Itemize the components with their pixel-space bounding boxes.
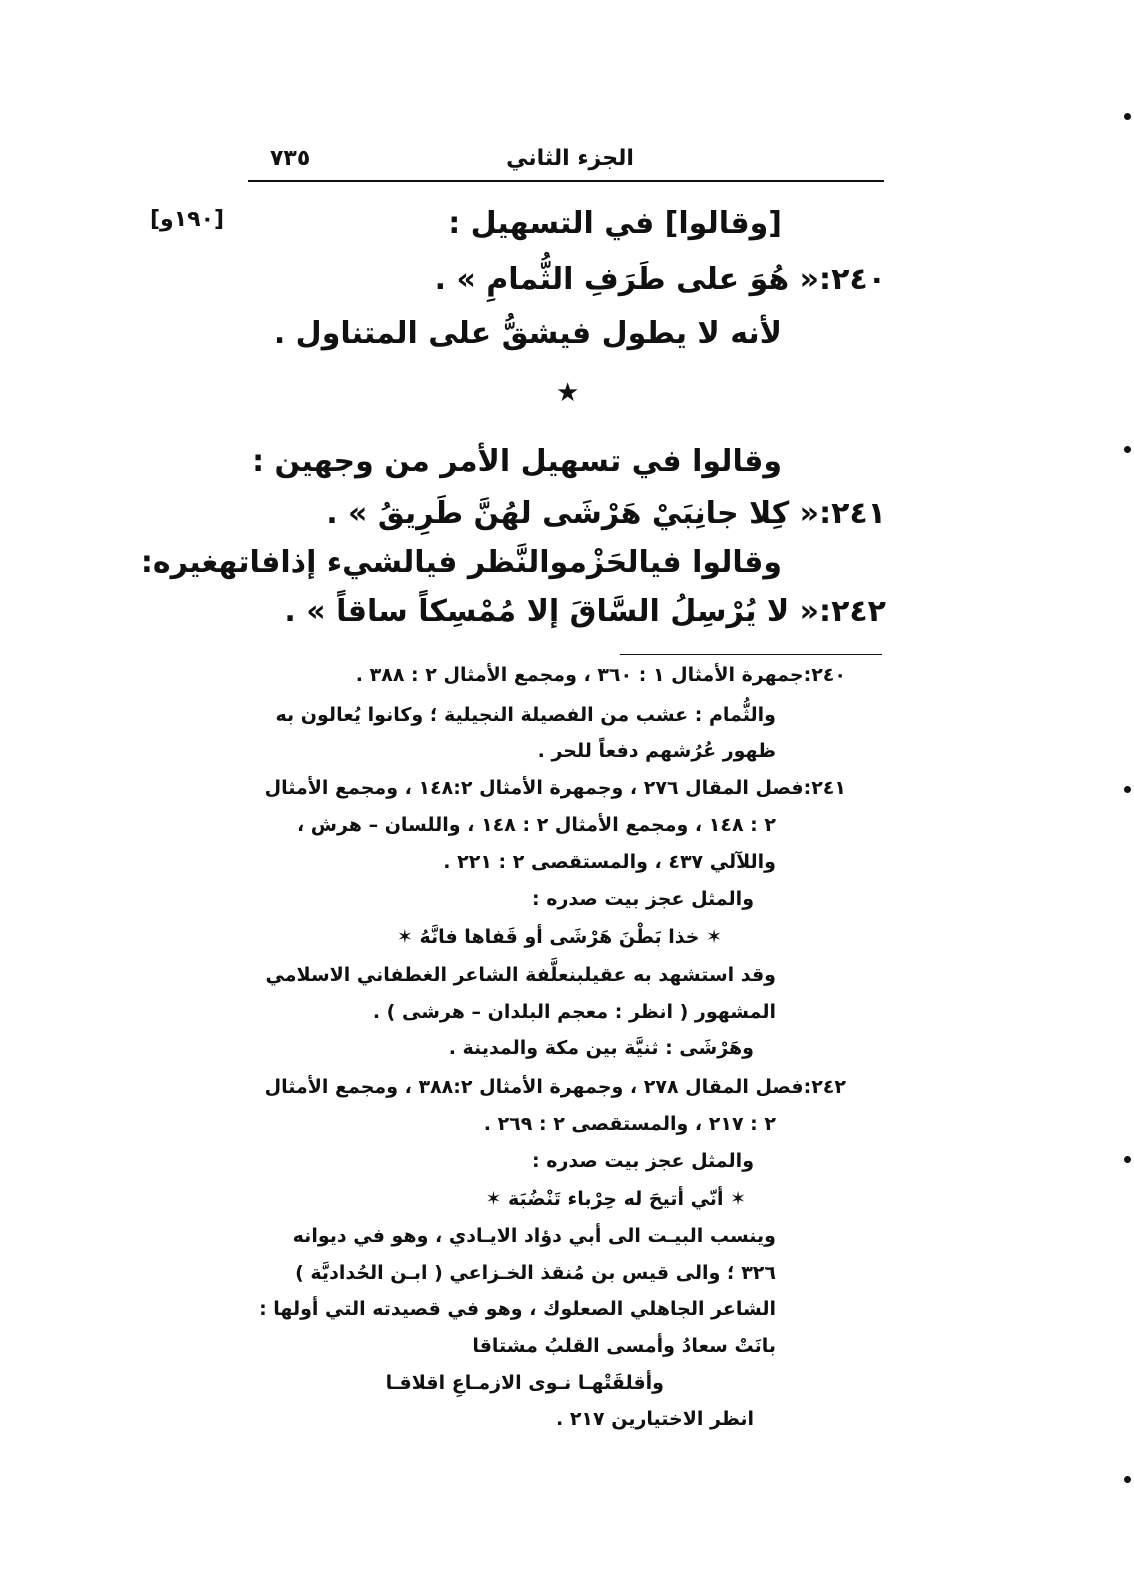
footnote-line: المشهور ( انظر : معجم البلدان – هرشى ) . — [372, 1001, 776, 1023]
main-line-4: وقالوا في تسهيل الأمر من وجهين : — [252, 444, 782, 479]
scan-speck — [1124, 786, 1131, 793]
footnote-line: ٢٤٠:جمهرة الأمثال ١ : ٣٦٠ ، ومجمع الأمثال ٢ : ٣٨٨ . — [355, 664, 846, 686]
footnote-verse: ✶ أنّي أتيحَ له حِرْباء تَنْضُبَة ✶ — [485, 1188, 746, 1210]
footnote-line: ظهور عُرُشهم دفعاً للحر . — [537, 740, 776, 762]
scan-speck — [1124, 1476, 1131, 1483]
proverb-242: ٢٤٢:« لا يُرْسِلُ السَّاقَ إلا مُمْسِكاً ساقاً » . — [284, 594, 886, 629]
footnote-verse: وأقلقَتْهـا نـوى الازمـاعِ اقلاقـا — [385, 1372, 664, 1394]
footnote-line: الشاعر الجاهلي الصعلوك ، وهو في قصيدته التي أولها : — [259, 1298, 776, 1320]
main-line-1: [وقالوا] في التسهيل : — [448, 206, 782, 241]
main-line-6: وقالوا فيالحَزْموالنَّظر فيالشيء إذافاتهغيره: — [140, 545, 782, 580]
footnote-line: وينسب البيـت الى أبي دؤاد الايـادي ، وهو في ديوانه — [292, 1225, 776, 1247]
footnote-line: ٢ : ١٤٨ ، ومجمع الأمثال ٢ : ١٤٨ ، واللسان – هرش ، — [296, 814, 776, 836]
footnote-line: وقد استشهد به عقيلبنعلَّفة الشاعر الغطفاني الاسلامي — [265, 964, 776, 986]
folio-marker: [١٩٠و] — [150, 207, 225, 232]
proverb-240: ٢٤٠:« هُوَ على طَرَفِ الثُّمامِ » . — [434, 262, 886, 297]
footnote-line: والثُّمام : عشب من الفصيلة النجيلية ؛ وكانوا يُعالون به — [275, 704, 776, 726]
running-title: الجزء الثاني — [506, 146, 634, 171]
scan-speck — [1124, 113, 1131, 120]
main-line-3: لأنه لا يطول فيشقُّ على المتناول . — [273, 316, 782, 351]
footnote-verse: ✶ خذا بَطْنَ هَرْشَى أو قَفاها فانَّهُ ✶ — [396, 926, 722, 948]
footnote-line: واللآلي ٤٣٧ ، والمستقصى ٢ : ٢٢١ . — [443, 851, 776, 873]
footnote-line: والمثل عجز بيت صدره : — [532, 1150, 754, 1172]
footnote-line: بانَتْ سعادُ وأمسى القلبُ مشتاقا — [472, 1335, 776, 1357]
page-number: ٧٣٥ — [270, 146, 311, 171]
scan-speck — [1124, 446, 1131, 453]
footnote-line: ٢٤١:فصل المقال ٢٧٦ ، وجمهرة الأمثال ١٤٨:٢ ، ومجمع الأمثال — [264, 777, 846, 799]
scan-speck — [1124, 1156, 1131, 1163]
footnote-line: وهَرْشَى : ثنيَّة بين مكة والمدينة . — [448, 1037, 754, 1059]
footnote-line: ٣٢٦ ؛ والى قيس بن مُنقذ الخـزاعي ( ابـن الحُداديَّة ) — [295, 1262, 776, 1284]
footnote-rule — [620, 654, 882, 655]
footnote-line: انظر الاختيارين ٢١٧ . — [555, 1408, 754, 1430]
footnote-line: ٢ : ٢١٧ ، والمستقصى ٢ : ٢٦٩ . — [483, 1113, 776, 1135]
header-rule — [248, 180, 884, 182]
footnote-line: ٢٤٢:فصل المقال ٢٧٨ ، وجمهرة الأمثال ٣٨٨:٢ ، ومجمع الأمثال — [264, 1076, 846, 1098]
footnote-line: والمثل عجز بيت صدره : — [532, 888, 754, 910]
separator-star: ★ — [556, 378, 580, 408]
proverb-241: ٢٤١:« كِلا جانِبَيْ هَرْشَى لهُنَّ طَرِيقُ » . — [326, 496, 886, 531]
